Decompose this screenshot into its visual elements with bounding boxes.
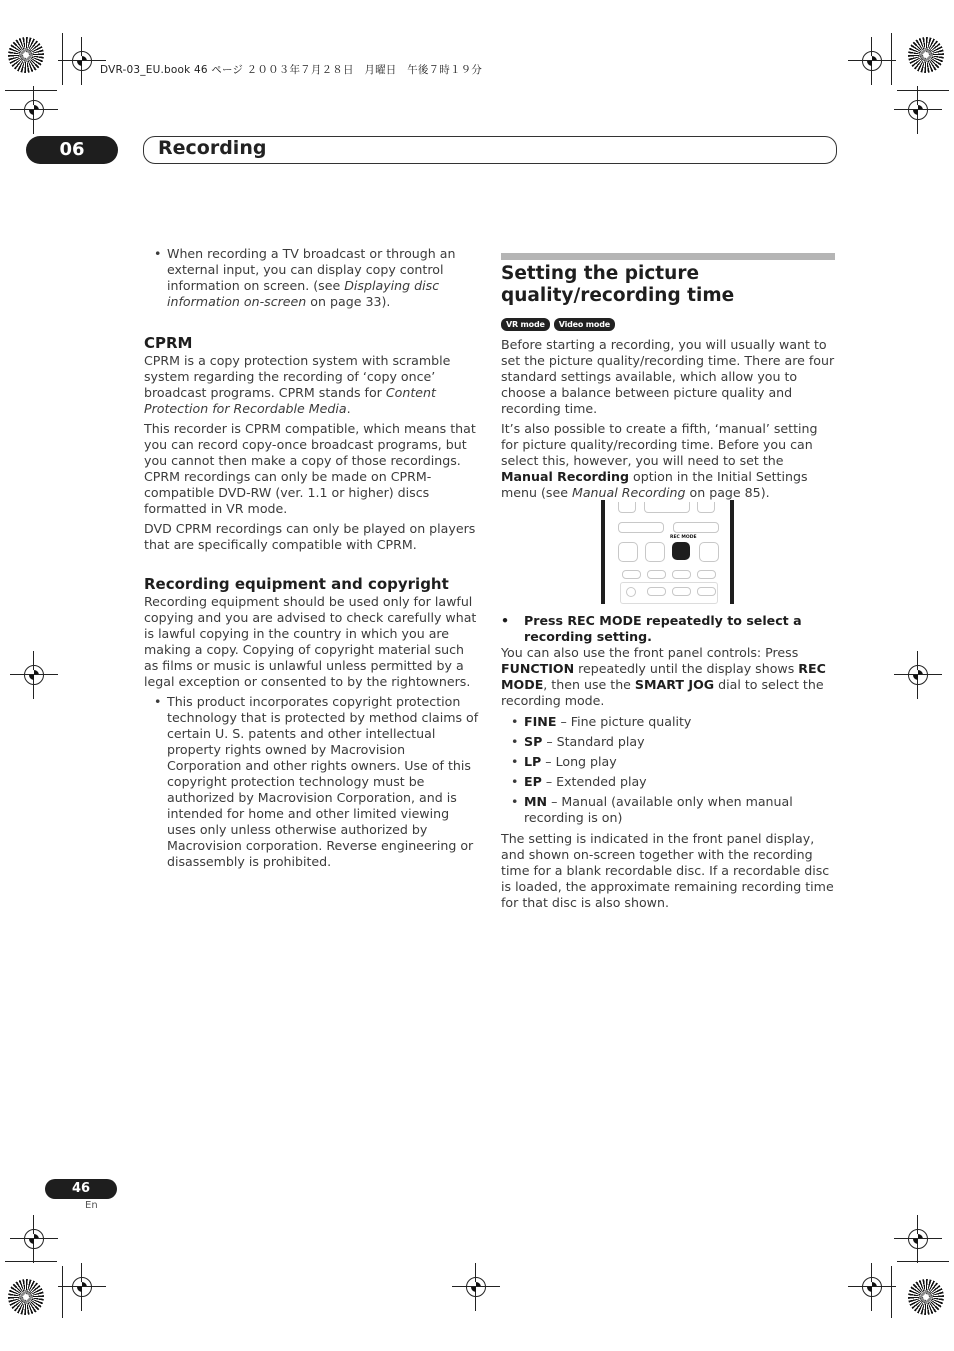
macrovision-bullet xyxy=(144,694,480,870)
trim-line xyxy=(62,33,63,85)
remote-right-edge xyxy=(730,500,734,604)
intro-paragraph: Before starting a recording, you will usually want to set the picture quality/recording time. There are four standard settings available, which allow you to choose a balance between picture quality and recording time. xyxy=(501,337,835,416)
cprm-expansion: Content Protection for Recordable Media xyxy=(144,385,436,416)
section-heading: Setting the picture quality/recording time xyxy=(501,263,735,306)
registration-mark xyxy=(24,100,44,120)
cprm-compat-paragraph: This recorder is CPRM compatible, which means that you can record copy-once broadcast programs, but you cannot then make a copy of those recordings. CPRM recordings can only be made on CPRM-compatible DVD-RW (ver. 1.1 or higher) discs formatted in VR mode. xyxy=(144,421,476,516)
trim-line xyxy=(62,1266,63,1318)
right-column xyxy=(501,263,837,505)
remote-button xyxy=(672,587,691,596)
trim-line xyxy=(897,1261,949,1262)
remote-button xyxy=(622,570,641,579)
list-item xyxy=(501,734,837,750)
manual-recording-term: Manual Recording xyxy=(501,469,630,484)
registration-mark xyxy=(862,1277,882,1297)
remote-button xyxy=(618,522,664,533)
remote-button xyxy=(647,570,666,579)
trim-line xyxy=(891,1266,892,1318)
remote-button xyxy=(697,570,716,579)
registration-starburst-top-right xyxy=(908,37,944,73)
registration-starburst-bottom-left xyxy=(8,1279,44,1315)
manual-text-mid: option in the Initial Settings menu (see xyxy=(501,469,808,500)
registration-mark xyxy=(72,1277,92,1297)
page-number: 46 xyxy=(45,1179,117,1199)
trim-line xyxy=(5,1261,57,1262)
trim-line xyxy=(891,33,892,85)
manual-text: It’s also possible to create a fifth, ‘manual’ setting for picture quality/recording time. Before you can select this, however, you will need to set the xyxy=(501,421,818,468)
list-item xyxy=(501,714,837,730)
bullet-text-end: on page 33). xyxy=(306,294,391,309)
registration-mark xyxy=(862,51,882,71)
instruction-step xyxy=(501,613,837,645)
mode-code: FINE xyxy=(524,714,557,729)
remote-button xyxy=(644,502,690,513)
copyright-heading: Recording equipment and copyright xyxy=(144,575,449,593)
registration-mark xyxy=(908,100,928,120)
instruction-text: Press REC MODE repeatedly to select a recording setting. xyxy=(524,613,802,644)
video-mode-badge: Video mode xyxy=(554,318,615,331)
mode-description: – Extended play xyxy=(541,774,647,789)
cprm-text-end: . xyxy=(346,401,351,416)
copyright-paragraph: Recording equipment should be used only for lawful copying and you are advised to check carefully what is lawful copying in the country in which you are making a copy. Copying of copyright material such as films or music is unlawful unless permitted by a legal exception or consented to by the rightowners. xyxy=(144,594,477,689)
print-header: DVR-03_EU.book 46 ページ ２００３年７月２８日 月曜日 午後７時１９分 xyxy=(100,64,483,76)
cprm-paragraph xyxy=(144,353,480,417)
remote-control-illustration xyxy=(601,500,735,604)
bullet-dot: • xyxy=(511,794,519,809)
registration-mark xyxy=(908,665,928,685)
cprm-heading: CPRM xyxy=(144,334,193,352)
rec-mode-term: REC MODE xyxy=(501,661,826,692)
recording-mode-list xyxy=(501,714,837,826)
trim-line xyxy=(5,90,57,91)
remote-button xyxy=(699,542,719,562)
registration-mark xyxy=(24,1229,44,1249)
trim-line xyxy=(897,90,949,91)
list-item xyxy=(501,794,837,826)
cprm-playback-paragraph: DVD CPRM recordings can only be played on players that are specifically compatible with CPRM. xyxy=(144,521,476,552)
remote-button xyxy=(672,570,691,579)
registration-mark xyxy=(72,51,92,71)
bullet-dot: • xyxy=(501,613,510,628)
front-panel-text-3: , then use the xyxy=(543,677,635,692)
page-language: En xyxy=(85,1200,98,1211)
bullet-dot: • xyxy=(511,774,519,789)
section-rule xyxy=(501,253,835,260)
mode-code: EP xyxy=(524,774,542,789)
remote-button xyxy=(626,587,636,597)
front-panel-paragraph xyxy=(501,645,837,709)
front-panel-text-2: repeatedly until the display shows xyxy=(574,661,799,676)
mode-code: SP xyxy=(524,734,543,749)
function-term: FUNCTION xyxy=(501,661,575,676)
registration-mark xyxy=(24,665,44,685)
mode-description: – Long play xyxy=(541,754,617,769)
vr-mode-badge: VR mode xyxy=(501,318,550,331)
bullet-dot: • xyxy=(511,734,519,749)
cprm-text: CPRM is a copy protection system with scramble system regarding the recording of ‘copy once’ broadcast programs. CPRM stands for xyxy=(144,353,451,400)
mode-badges xyxy=(501,315,837,329)
display-indication-paragraph: The setting is indicated in the front panel display, and shown on-screen together with the recording time for a blank recordable disc. If a recordable disc is loaded, the approximate remaining recording time for that disc is also shown. xyxy=(501,831,834,910)
manual-text-end: on page 85). xyxy=(685,485,770,500)
macrovision-text: This product incorporates copyright protection technology that is protected by method claims of certain U. S. patents and other intellectual property rights owned by Macrovision Corporation and other rights owners. Use of this copyright protection technology must be authorized by Macrovision Corporation, and is intended for home and other limited viewing uses only unless otherwise authorized by Macrovision corporation. Reverse engineering or disassembly is prohibited. xyxy=(167,694,479,869)
mode-code: MN xyxy=(524,794,548,809)
bullet-dot: • xyxy=(511,754,519,769)
page-reference: Displaying disc information on-screen xyxy=(167,278,440,309)
remote-button xyxy=(697,587,716,596)
mode-code: LP xyxy=(524,754,542,769)
bullet-text: When recording a TV broadcast or through an external input, you can display copy control information on screen. (see xyxy=(167,246,456,293)
registration-starburst-bottom-right xyxy=(908,1279,944,1315)
manual-setting-paragraph xyxy=(501,421,837,501)
remote-button xyxy=(618,502,636,513)
list-item xyxy=(501,774,837,790)
mode-description: – Manual (available only when manual recording is on) xyxy=(524,794,793,825)
front-panel-text-4: dial to select the recording mode. xyxy=(501,677,824,708)
smart-jog-term: SMART JOG xyxy=(634,677,715,692)
chapter-title: Recording xyxy=(158,137,267,159)
bullet-dot: • xyxy=(154,246,162,261)
remote-button xyxy=(618,542,638,562)
registration-mark xyxy=(466,1277,486,1297)
list-item xyxy=(501,754,837,770)
registration-starburst-top-left xyxy=(8,37,44,73)
remote-button xyxy=(645,542,665,562)
chapter-number: 06 xyxy=(26,136,118,164)
registration-mark xyxy=(908,1229,928,1249)
remote-button xyxy=(697,502,715,513)
copy-control-bullet xyxy=(144,246,480,310)
mode-description: – Standard play xyxy=(542,734,645,749)
remote-button xyxy=(673,522,719,533)
manual-recording-ref: Manual Recording xyxy=(571,485,686,500)
bullet-dot: • xyxy=(154,694,162,709)
rec-mode-label: REC MODE xyxy=(670,535,697,540)
remote-left-edge xyxy=(601,500,605,604)
left-column xyxy=(144,246,480,874)
right-column-lower xyxy=(501,613,837,915)
bullet-dot: • xyxy=(511,714,519,729)
remote-button xyxy=(647,587,666,596)
rec-mode-button xyxy=(672,542,690,560)
mode-description: – Fine picture quality xyxy=(556,714,692,729)
front-panel-text: You can also use the front panel controls: Press xyxy=(501,645,799,660)
